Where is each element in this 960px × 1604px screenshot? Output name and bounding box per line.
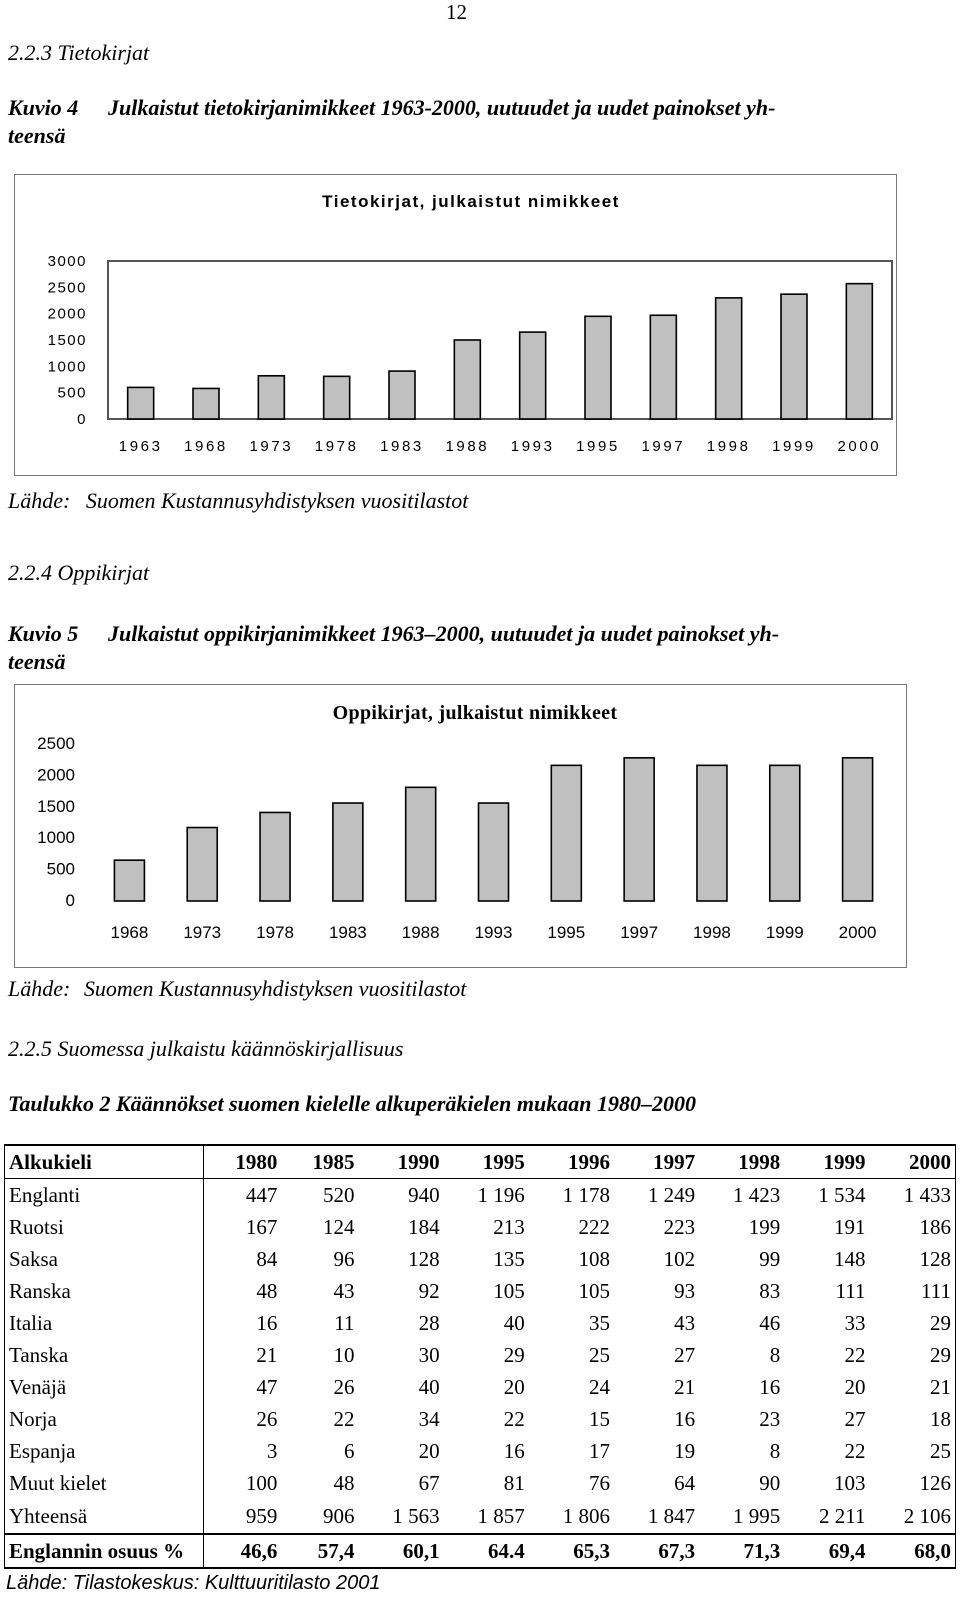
x-tick-label: 1997 [620, 923, 659, 942]
cell-value: 24 [588, 1375, 610, 1399]
cell-value: 148 [833, 1247, 866, 1271]
row-label: Englanti [5, 1179, 204, 1212]
source-note-2 [8, 976, 466, 1002]
column-header-year: 1997 [614, 1145, 699, 1179]
cell-value: 447 [245, 1183, 278, 1207]
cell-value: 21 [256, 1343, 278, 1367]
x-tick-label: 1995 [547, 923, 586, 942]
footer-value: 60,1 [358, 1534, 443, 1568]
section-heading-tietokirjat: 2.2.3 Tietokirjat [8, 40, 150, 65]
column-header-year: 1995 [444, 1145, 529, 1179]
x-tick-label: 1963 [118, 438, 163, 455]
cell-value: 28 [418, 1311, 440, 1335]
source-note-3: Lähde: Tilastokeskus: Kulttuuritilasto 2001 [6, 1572, 381, 1594]
bar [770, 765, 800, 901]
table-row [5, 1499, 956, 1534]
cell-value: 1 563 [392, 1504, 440, 1528]
cell-value: 1 857 [477, 1504, 525, 1528]
figure5-caption [8, 620, 948, 676]
y-tick-label: 1000 [37, 828, 75, 848]
cell-value: 940 [408, 1183, 440, 1207]
bar [781, 294, 807, 419]
bar [479, 803, 509, 901]
figure4-caption-line2: teensä [8, 123, 66, 148]
cell-value: 29 [503, 1343, 525, 1367]
row-label: Muut kielet [5, 1467, 204, 1499]
cell-value: 1 534 [818, 1183, 866, 1207]
x-tick-label: 1988 [401, 923, 440, 942]
cell-value: 8 [769, 1343, 781, 1367]
cell-value: 126 [869, 1467, 955, 1499]
x-tick-label: 1997 [641, 438, 686, 455]
section-heading-oppikirjat: 2.2.4 Oppikirjat [8, 560, 150, 585]
y-tick-label: 500 [46, 859, 75, 879]
cell-value: 1 178 [562, 1183, 610, 1207]
cell-value: 17 [588, 1439, 610, 1463]
x-tick-label: 1978 [314, 438, 359, 455]
figure4-caption-line1: Julkaistut tietokirjanimikkeet 1963-2000, uutuudet ja uudet painokset yh- [108, 95, 776, 120]
bar [258, 376, 284, 419]
footer-value: 71,3 [699, 1534, 784, 1568]
cell-value: 2 211 [818, 1504, 866, 1528]
x-tick-label: 1999 [772, 438, 816, 455]
cell-value: 135 [493, 1247, 525, 1271]
bar [585, 316, 611, 419]
cell-value: 1 995 [733, 1504, 781, 1528]
bar [260, 812, 290, 901]
y-tick-label: 2500 [37, 734, 75, 753]
y-tick-label: 2000 [47, 305, 87, 323]
cell-value: 1 196 [477, 1183, 525, 1207]
cell-value: 30 [418, 1343, 440, 1367]
table-row [5, 1371, 956, 1403]
bar [324, 376, 350, 419]
x-tick-label: 2000 [838, 923, 877, 942]
cell-value: 20 [844, 1375, 866, 1399]
footer-value: 57,4 [281, 1534, 358, 1568]
figure5-label: Kuvio 5 [8, 621, 79, 646]
table-row [5, 1179, 956, 1212]
cell-value: 1 433 [869, 1179, 955, 1212]
y-tick-label: 3000 [47, 253, 87, 270]
chart2-frame [14, 684, 907, 968]
cell-value: 16 [503, 1439, 525, 1463]
cell-value: 93 [674, 1279, 696, 1303]
cell-value: 222 [578, 1215, 610, 1239]
chart-title: Tietokirjat, julkaistut nimikkeet [322, 192, 620, 211]
bar [624, 758, 654, 901]
x-tick-label: 1983 [380, 438, 424, 455]
cell-value: 34 [418, 1407, 440, 1431]
cell-value: 105 [578, 1279, 610, 1303]
cell-value: 105 [493, 1279, 525, 1303]
source-label: Lähde: [8, 976, 71, 1001]
cell-value: 128 [408, 1247, 440, 1271]
cell-value: 33 [844, 1311, 866, 1335]
x-tick-label: 1993 [510, 438, 555, 455]
cell-value: 22 [333, 1407, 355, 1431]
cell-value: 26 [256, 1407, 278, 1431]
x-tick-label: 1973 [249, 438, 294, 455]
chart1-tietokirjat [15, 175, 896, 475]
x-tick-label: 1968 [184, 438, 228, 455]
figure4-label: Kuvio 4 [8, 95, 79, 120]
row-label: Yhteensä [5, 1499, 204, 1534]
cell-value: 1 423 [733, 1183, 781, 1207]
cell-value: 2 106 [869, 1499, 955, 1534]
figure4-caption [8, 94, 948, 150]
cell-value: 520 [322, 1183, 355, 1207]
bar [193, 388, 219, 419]
cell-value: 20 [418, 1439, 440, 1463]
row-label: Espanja [5, 1435, 204, 1467]
cell-value: 191 [833, 1215, 866, 1239]
source-label: Lähde: [8, 488, 71, 513]
bar [333, 803, 363, 901]
cell-value: 199 [748, 1215, 781, 1239]
table2-caption: Taulukko 2 Käännökset suomen kielelle alkuperäkielen mukaan 1980–2000 [8, 1091, 696, 1116]
column-header-year: 1990 [358, 1145, 443, 1179]
footer-value: 65,3 [529, 1534, 614, 1568]
cell-value: 47 [256, 1375, 278, 1399]
table-row [5, 1307, 956, 1339]
y-tick-label: 2500 [47, 279, 87, 297]
cell-value: 213 [493, 1215, 525, 1239]
x-tick-label: 1995 [576, 438, 620, 455]
source-note-1 [8, 488, 468, 514]
figure5-caption-line2: teensä [8, 649, 66, 674]
cell-value: 48 [333, 1471, 355, 1495]
y-tick-label: 1500 [37, 796, 75, 816]
cell-value: 128 [869, 1243, 955, 1275]
cell-value: 959 [245, 1504, 278, 1528]
x-tick-label: 1998 [706, 438, 751, 455]
cell-value: 27 [844, 1407, 866, 1431]
footer-value: 69,4 [784, 1534, 869, 1568]
cell-value: 102 [663, 1247, 696, 1271]
cell-value: 223 [663, 1215, 696, 1239]
x-tick-label: 1988 [445, 438, 490, 455]
y-tick-label: 0 [65, 891, 75, 910]
bar [187, 828, 217, 901]
cell-value: 29 [869, 1307, 955, 1339]
cell-value: 21 [674, 1375, 696, 1399]
row-label: Ranska [5, 1275, 204, 1307]
x-tick-label: 1998 [693, 923, 731, 942]
y-tick-label: 1500 [47, 332, 87, 349]
bar [697, 765, 727, 901]
cell-value: 16 [674, 1407, 696, 1431]
y-tick-label: 0 [77, 411, 87, 428]
bar [128, 387, 154, 419]
cell-value: 8 [769, 1439, 781, 1463]
footer-value: 64.4 [444, 1534, 529, 1568]
column-header-year: 1999 [784, 1145, 869, 1179]
footer-value: 46,6 [204, 1534, 282, 1568]
cell-value: 167 [245, 1215, 278, 1239]
x-tick-label: 1983 [328, 923, 367, 942]
cell-value: 67 [418, 1471, 440, 1495]
cell-value: 16 [256, 1311, 278, 1335]
cell-value: 16 [759, 1375, 781, 1399]
table-row [5, 1467, 956, 1499]
cell-value: 48 [256, 1279, 278, 1303]
section-heading-kaannoskirjallisuus: 2.2.5 Suomessa julkaistu käännöskirjallisuus [8, 1036, 404, 1061]
cell-value: 43 [333, 1279, 355, 1303]
table-row [5, 1435, 956, 1467]
cell-value: 25 [869, 1435, 955, 1467]
cell-value: 1 249 [647, 1183, 696, 1207]
chart-title: Oppikirjat, julkaistut nimikkeet [332, 702, 618, 724]
bar [520, 332, 546, 419]
cell-value: 108 [578, 1247, 610, 1271]
x-tick-label: 1978 [256, 923, 294, 942]
cell-value: 18 [869, 1403, 955, 1435]
bar [454, 340, 480, 419]
plot-area [108, 261, 892, 419]
cell-value: 40 [503, 1311, 525, 1335]
row-label: Ruotsi [5, 1211, 204, 1243]
bar [650, 315, 676, 419]
y-tick-label: 1000 [47, 358, 87, 376]
cell-value: 184 [408, 1215, 440, 1239]
row-label: Norja [5, 1403, 204, 1435]
table-row [5, 1275, 956, 1307]
cell-value: 103 [833, 1471, 866, 1495]
cell-value: 22 [844, 1439, 866, 1463]
cell-value: 25 [588, 1343, 610, 1367]
column-header-year: 2000 [869, 1145, 955, 1179]
column-header-year: 1985 [281, 1145, 358, 1179]
row-label: Tanska [5, 1339, 204, 1371]
cell-value: 43 [674, 1311, 696, 1335]
footer-label: Englannin osuus % [5, 1534, 204, 1568]
row-label: Italia [5, 1307, 204, 1339]
row-label: Saksa [5, 1243, 204, 1275]
table-header-row [5, 1145, 956, 1179]
bar [843, 758, 873, 901]
cell-value: 27 [674, 1343, 696, 1367]
source-text: Suomen Kustannusyhdistyksen vuositilastot [83, 976, 467, 1001]
cell-value: 22 [503, 1407, 525, 1431]
cell-value: 100 [245, 1471, 278, 1495]
y-tick-label: 2000 [37, 765, 75, 785]
cell-value: 99 [759, 1247, 781, 1271]
cell-value: 83 [759, 1279, 781, 1303]
x-tick-label: 1973 [183, 923, 222, 942]
footer-value: 67,3 [614, 1534, 699, 1568]
cell-value: 1 847 [647, 1504, 696, 1528]
cell-value: 10 [333, 1343, 355, 1367]
bar [406, 787, 436, 901]
cell-value: 81 [503, 1471, 525, 1495]
cell-value: 21 [869, 1371, 955, 1403]
cell-value: 19 [674, 1439, 696, 1463]
cell-value: 92 [418, 1279, 440, 1303]
cell-value: 64 [674, 1471, 696, 1495]
page-number: 12 [446, 0, 467, 24]
cell-value: 46 [759, 1311, 781, 1335]
bar [846, 284, 872, 419]
bar [114, 860, 144, 901]
column-header-year: 1996 [529, 1145, 614, 1179]
cell-value: 906 [322, 1504, 355, 1528]
row-label: Venäjä [5, 1371, 204, 1403]
x-tick-label: 1993 [474, 923, 513, 942]
cell-value: 35 [588, 1311, 610, 1335]
source-text: Suomen Kustannusyhdistyksen vuositilastot [85, 488, 469, 513]
cell-value: 3 [266, 1439, 278, 1463]
translations-table [4, 1144, 956, 1569]
cell-value: 76 [588, 1471, 610, 1495]
x-tick-label: 1968 [110, 923, 149, 942]
chart2-oppikirjat [15, 685, 906, 967]
cell-value: 29 [869, 1339, 955, 1371]
bar [551, 765, 581, 901]
x-tick-label: 1999 [765, 923, 804, 942]
table-row [5, 1243, 956, 1275]
cell-value: 40 [418, 1375, 440, 1399]
bar [389, 371, 415, 419]
cell-value: 111 [835, 1279, 866, 1303]
y-tick-label: 500 [57, 384, 87, 402]
cell-value: 96 [333, 1247, 355, 1271]
cell-value: 90 [759, 1471, 781, 1495]
footer-value: 68,0 [869, 1534, 955, 1568]
column-header-year: 1980 [204, 1145, 282, 1179]
bar [716, 298, 742, 419]
cell-value: 20 [503, 1375, 525, 1399]
x-tick-label: 2000 [837, 438, 882, 455]
column-header-year: 1998 [699, 1145, 784, 1179]
cell-value: 111 [869, 1275, 955, 1307]
cell-value: 15 [588, 1407, 610, 1431]
table-row [5, 1403, 956, 1435]
table-row [5, 1211, 956, 1243]
cell-value: 186 [869, 1211, 955, 1243]
column-header-language: Alkukieli [5, 1145, 204, 1179]
cell-value: 1 806 [562, 1504, 610, 1528]
chart1-frame [14, 174, 897, 476]
cell-value: 26 [333, 1375, 355, 1399]
cell-value: 11 [334, 1311, 355, 1335]
cell-value: 84 [256, 1247, 278, 1271]
cell-value: 23 [759, 1407, 781, 1431]
table-footer-row [5, 1534, 956, 1568]
cell-value: 22 [844, 1343, 866, 1367]
table-row [5, 1339, 956, 1371]
cell-value: 6 [343, 1439, 355, 1463]
cell-value: 124 [322, 1215, 355, 1239]
figure5-caption-line1: Julkaistut oppikirjanimikkeet 1963–2000, uutuudet ja uudet painokset yh- [108, 621, 780, 646]
